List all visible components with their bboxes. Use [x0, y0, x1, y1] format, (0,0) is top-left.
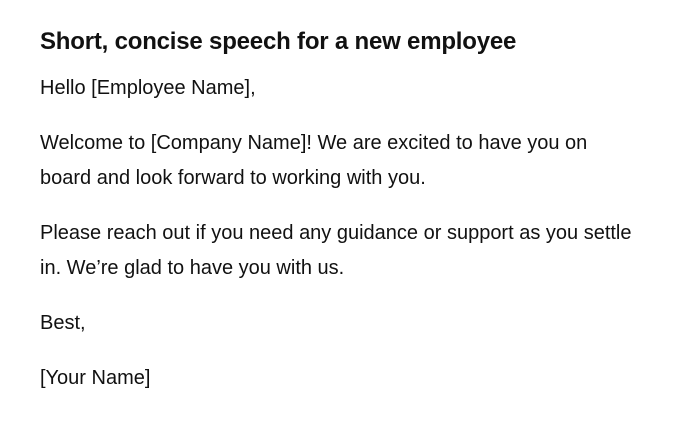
- signature-line: [Your Name]: [40, 367, 151, 389]
- closing-line: Best,: [40, 312, 86, 334]
- welcome-paragraph: Welcome to [Company Name]! We are excited to have you on board and look forward to working with you.: [40, 132, 588, 189]
- support-paragraph: Please reach out if you need any guidance or support as you settle in. We’re glad to have you with us.: [40, 222, 632, 279]
- greeting-line: Hello [Employee Name],: [40, 77, 256, 99]
- page-title: Short, concise speech for a new employee: [40, 28, 517, 55]
